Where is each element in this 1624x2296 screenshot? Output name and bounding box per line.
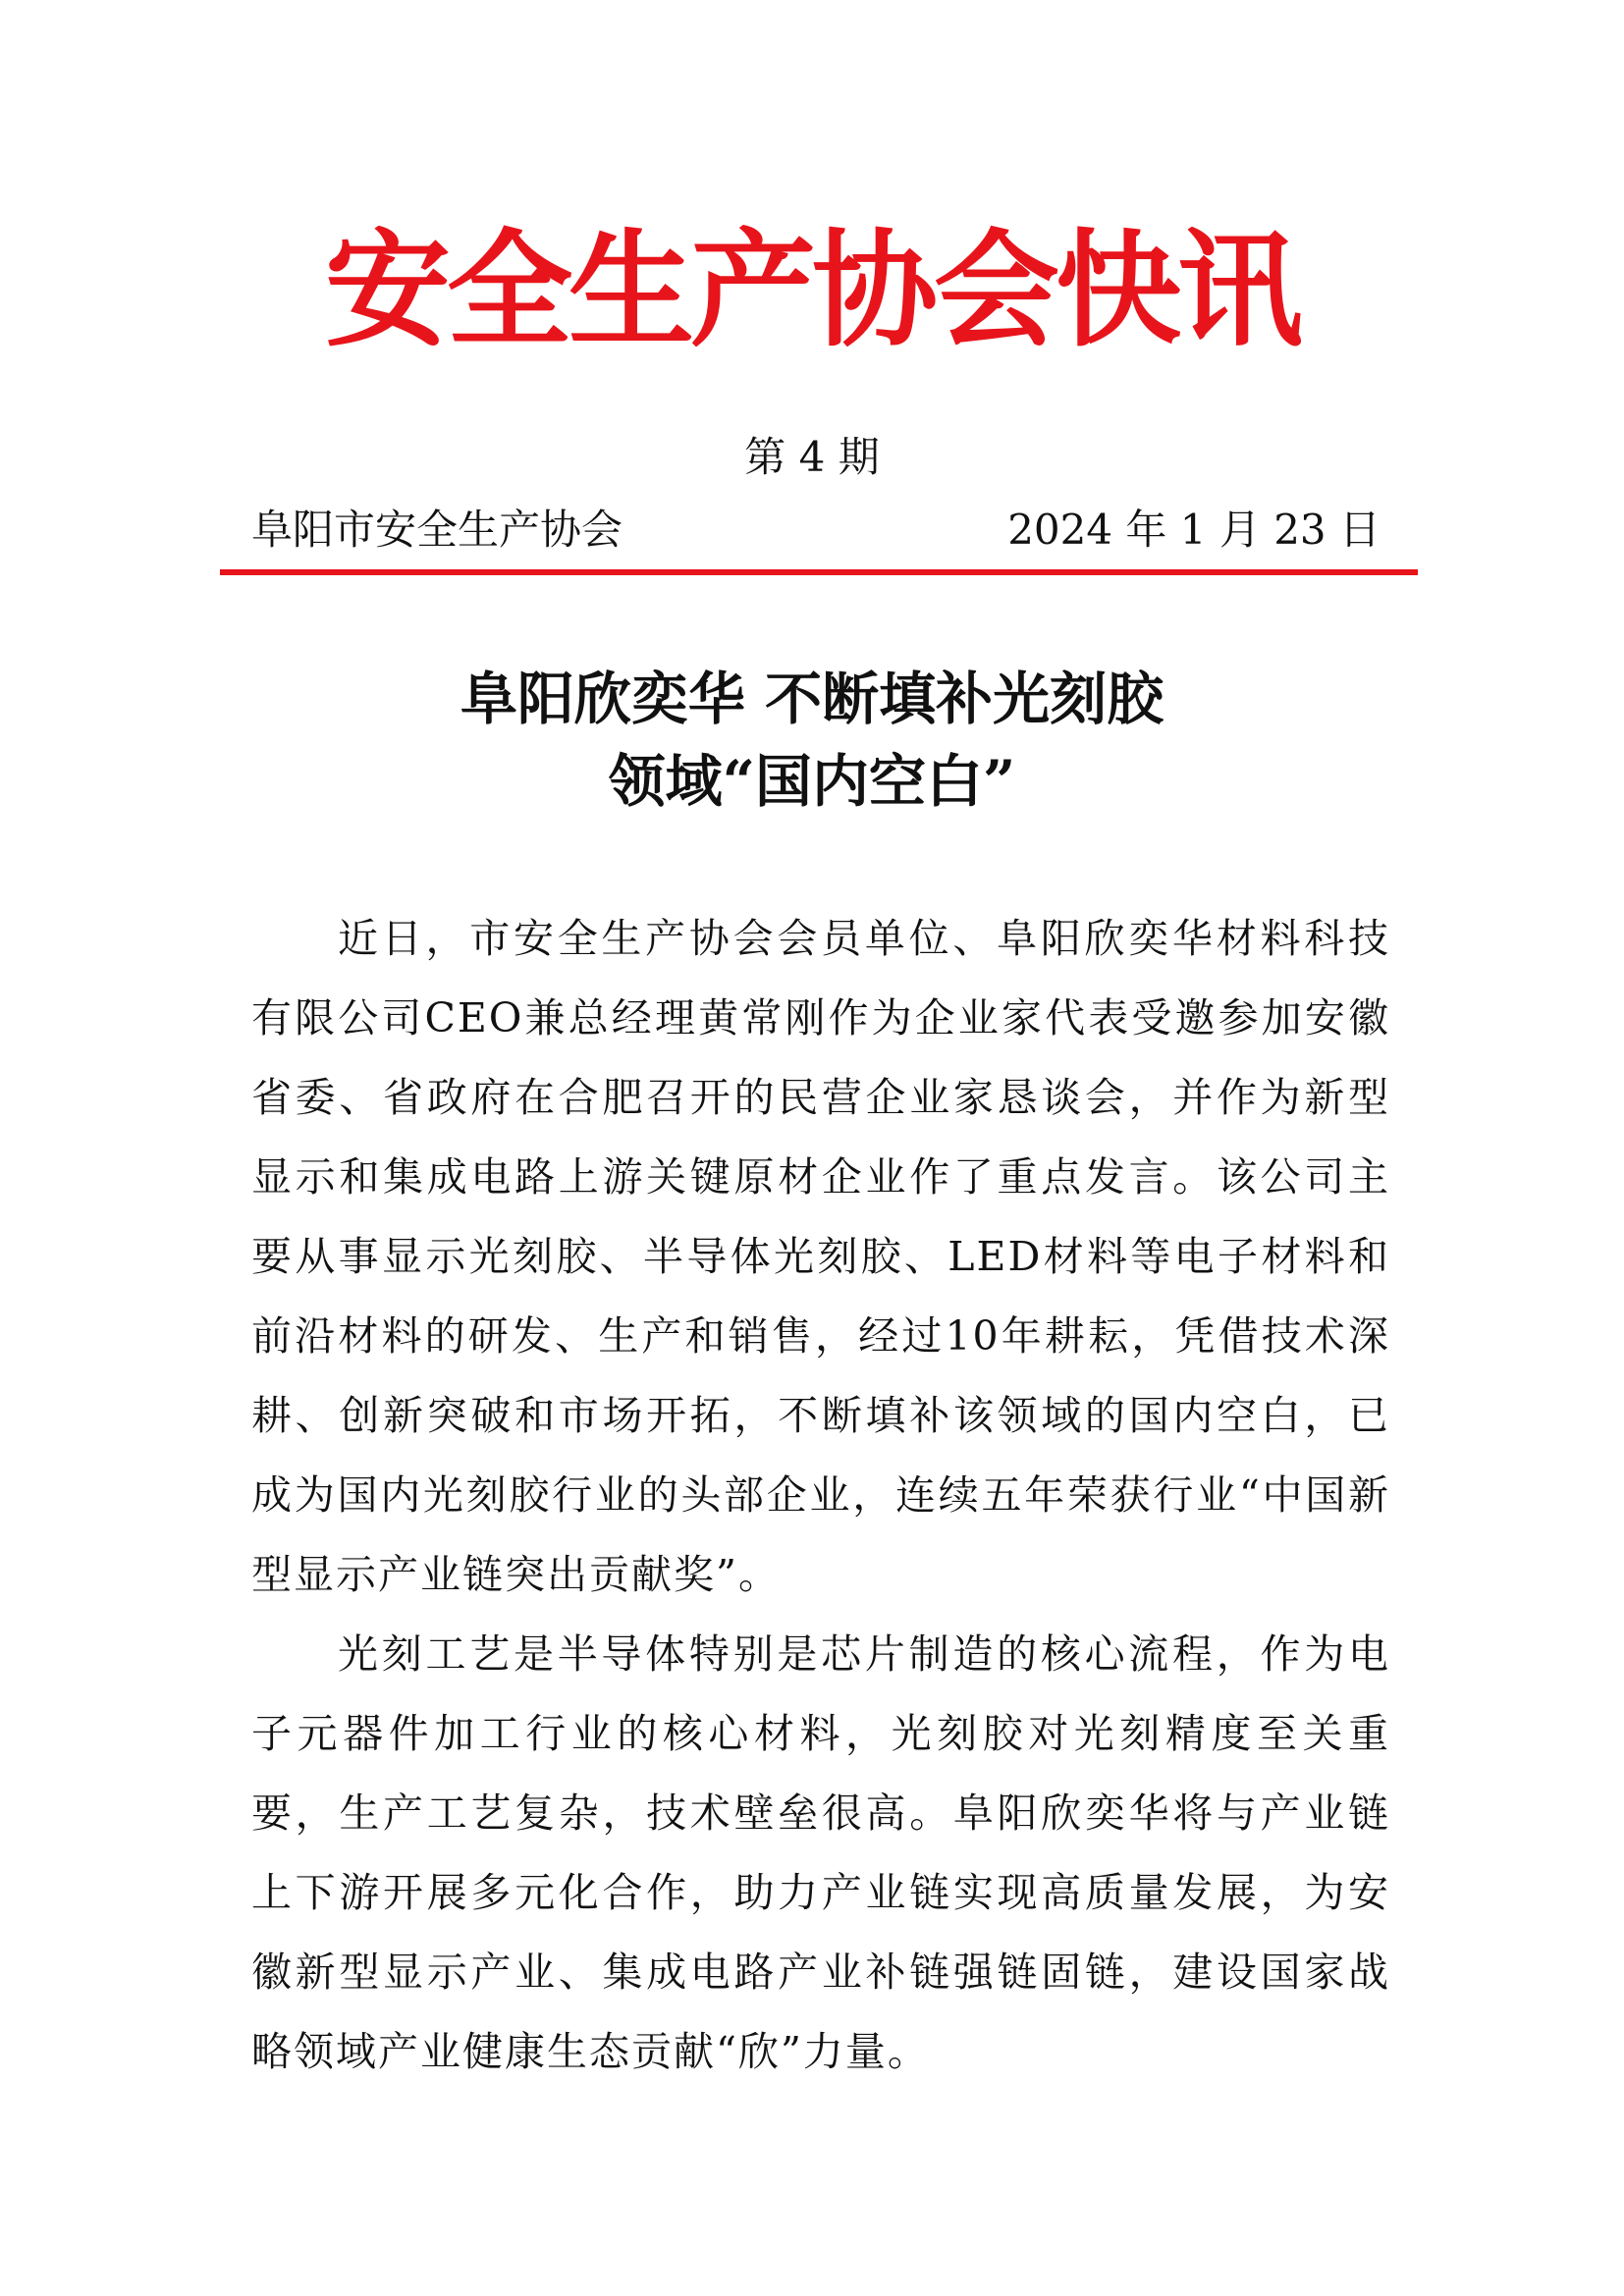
article-title-line-1: 阜阳欣奕华 不断填补光刻胶 — [460, 666, 1164, 732]
publisher-name: 阜阳市安全生产协会 — [251, 506, 623, 554]
masthead-title: 安全生产协会快讯 — [324, 218, 1299, 364]
article-body — [251, 899, 1390, 2092]
publish-date: 2024 年 1 月 23 日 — [1007, 506, 1380, 554]
header-divider — [220, 569, 1418, 575]
article-paragraph-1: 近日，市安全生产协会会员单位、阜阳欣奕华材料科技有限公司CEO兼总经理黄常刚作为企业家代表受邀参加安徽省委、省政府在合肥召开的民营企业家恳谈会，并作为新型显示和集成电路上游关键原材企业作了重点发言。该公司主要从事显示光刻胶、半导体光刻胶、LED材料等电子材料和前沿材料的研发、生产和销售，经过10年耕耘，凭借技术深耕、创新突破和市场开拓，不断填补该领域的国内空白，已成为国内光刻胶行业的头部企业，连续五年荣获行业“中国新型显示产业链突出贡献奖”。 — [251, 915, 1390, 1598]
issue-number: 第 4 期 — [744, 433, 880, 481]
article-title-line-2: 领域“国内空白” — [608, 748, 1016, 815]
article-paragraph-2: 光刻工艺是半导体特别是芯片制造的核心流程，作为电子元器件加工行业的核心材料，光刻胶对光刻精度至关重要，生产工艺复杂，技术壁垒很高。阜阳欣奕华将与产业链上下游开展多元化合作，助力产业链实现高质量发展，为安徽新型显示产业、集成电路产业补链强链固链，建设国家战略领域产业健康生态贡献“欣”力量。 — [251, 1630, 1390, 2075]
